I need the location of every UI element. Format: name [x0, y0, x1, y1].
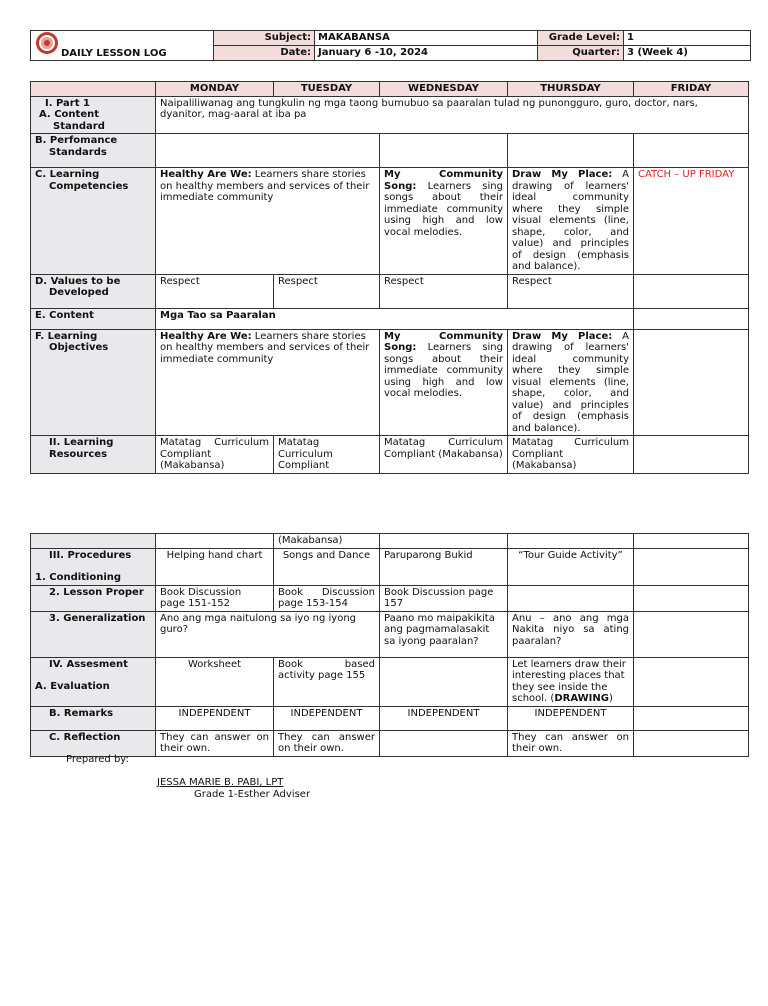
- procedures-label: [31, 548, 156, 585]
- content-standard-text: A. Content Standard: [39, 109, 105, 132]
- date-label: Date:: [214, 46, 315, 61]
- procedures-thu: “Tour Guide Activity”: [508, 548, 634, 585]
- remarks-label: B. Remarks: [31, 706, 156, 730]
- values-wed: Respect: [380, 274, 508, 308]
- cont-thu: [508, 534, 634, 549]
- lesson-thu: [508, 585, 634, 611]
- assessment-title: IV. Assesment: [49, 658, 128, 670]
- lesson-mon: Book Discussion page 151-152: [156, 585, 274, 611]
- cont-mon: [156, 534, 274, 549]
- grade-label: Grade Level:: [538, 31, 624, 46]
- quarter-value: 3 (Week 4): [624, 46, 751, 61]
- remarks-tue: INDEPENDENT: [274, 706, 380, 730]
- resources-label: II. Learning Resources: [31, 436, 156, 474]
- competency-wednesday-title: My Community Song:: [384, 169, 503, 192]
- competency-wednesday-text: Learners sing songs about their immediate community using high and low vocal melodies.: [384, 180, 503, 238]
- resources-wed: Matatag Curriculum Compliant (Makabansa): [380, 436, 508, 474]
- assess-mon: Worksheet: [156, 657, 274, 706]
- assess-tue: Book based activity page 155: [274, 657, 380, 706]
- corner-cell: [31, 82, 156, 97]
- assess-wed: [380, 657, 508, 706]
- objective-monday-title: Healthy Are We:: [160, 330, 252, 342]
- reflection-label: C. Reflection: [31, 730, 156, 756]
- values-thu: Respect: [508, 274, 634, 308]
- procedures-wed: Paruparong Bukid: [380, 548, 508, 585]
- preparer-position: Grade 1-Esther Adviser: [194, 789, 311, 800]
- competency-thursday-title: Draw My Place:: [512, 169, 613, 180]
- day-tuesday: TUESDAY: [274, 82, 380, 97]
- grade-value: 1: [624, 31, 751, 46]
- subject-label: Subject:: [214, 31, 315, 46]
- reflection-thu: They can answer on their own.: [508, 730, 634, 756]
- quarter-label: Quarter:: [538, 46, 624, 61]
- values-fri: [634, 274, 749, 308]
- objective-wednesday: [380, 329, 508, 436]
- competency-monday: [156, 168, 380, 275]
- prepared-by-label: Prepared by:: [66, 754, 129, 765]
- reflection-fri: [634, 730, 749, 756]
- subject-value: MAKABANSA: [315, 31, 538, 46]
- perf-mon-tue: [156, 134, 380, 168]
- competency-monday-title: Healthy Are We:: [160, 169, 252, 180]
- content-value: Mga Tao sa Paaralan: [156, 308, 634, 329]
- procedures-title: III. Procedures: [49, 549, 132, 561]
- values-label: D. Values to be Developed: [31, 274, 156, 308]
- competency-friday: CATCH – UP FRIDAY: [634, 168, 749, 275]
- part1-label: I. Part 1: [45, 97, 90, 109]
- resources-mon: Matatag Curriculum Compliant (Makabansa): [156, 436, 274, 474]
- values-mon: Respect: [156, 274, 274, 308]
- performance-standards-label: B. Perfomance Standards: [31, 134, 156, 168]
- lesson-wed: Book Discussion page 157: [380, 585, 508, 611]
- reflection-mon: They can answer on their own.: [156, 730, 274, 756]
- competency-thursday: [508, 168, 634, 275]
- general-mon: Ano ang mga naitulong sa iyo ng iyong guro?: [156, 611, 380, 657]
- competency-monday-text: Learners share stories on healthy members and services of their immediate community: [160, 169, 370, 203]
- competency-wednesday: [380, 168, 508, 275]
- resources-fri: [634, 436, 749, 474]
- objective-monday-text: Learners share stories on healthy members and services of their immediate community: [160, 330, 370, 365]
- competency-thursday-text: A drawing of learners' ideal community where they simple visual elements (line, shape, color, and value) and principles of design (emphasis and balance).: [512, 169, 629, 272]
- objectives-label: F. Learning Objectives: [31, 329, 156, 436]
- cont-fri: [634, 534, 749, 549]
- content-label: E. Content: [31, 308, 156, 329]
- remarks-fri: [634, 706, 749, 730]
- objective-friday: [634, 329, 749, 436]
- lesson-tue: Book Discussion page 153-154: [274, 585, 380, 611]
- resources-tue: Matatag Curriculum Compliant: [274, 436, 380, 474]
- header-table: [30, 30, 751, 61]
- general-thu: Anu – ano ang mga Nakita niyo sa ating paaralan?: [508, 611, 634, 657]
- content-fri: [634, 308, 749, 329]
- doc-title-cell: [31, 31, 214, 61]
- objective-wednesday-title: My Community Song:: [384, 330, 503, 353]
- doc-title: DAILY LESSON LOG: [61, 47, 167, 59]
- assess-thu-bold: DRAWING: [554, 693, 609, 704]
- remarks-mon: INDEPENDENT: [156, 706, 274, 730]
- general-wed: Paano mo maipakikita ang pagmamalasakit sa iyong paaralan?: [380, 611, 508, 657]
- objective-thursday: [508, 329, 634, 436]
- remarks-wed: INDEPENDENT: [380, 706, 508, 730]
- objective-thursday-title: Draw My Place:: [512, 330, 613, 342]
- assess-thu-end: ): [608, 693, 613, 704]
- objective-monday: [156, 329, 380, 436]
- procedures-tue: Songs and Dance: [274, 548, 380, 585]
- cont-label: [31, 534, 156, 549]
- content-standard-value: Naipaliliwanag ang tungkulin ng mga taong bumubuo sa paaralan tulad ng punongguro, guro, doctor, nars, dyanitor, mag-aaral at iba pa: [156, 96, 749, 134]
- preparer-name: JESSA MARIE B. PABI, LPT: [157, 777, 284, 788]
- lesson-table-part1: [30, 81, 749, 474]
- lesson-proper-label: 2. Lesson Proper: [31, 585, 156, 611]
- evaluation-label: A. Evaluation: [35, 681, 110, 692]
- conditioning-label: 1. Conditioning: [35, 572, 122, 583]
- lesson-table-part2: [30, 533, 749, 757]
- assess-thu: [508, 657, 634, 706]
- perf-thu: [508, 134, 634, 168]
- generalization-label: 3. Generalization: [31, 611, 156, 657]
- day-thursday: THURSDAY: [508, 82, 634, 97]
- date-value: January 6 -10, 2024: [315, 46, 538, 61]
- objective-thursday-text: A drawing of learners' ideal community where they simple visual elements (line, shape, color, and value) and principles of design (emphasis and balance).: [512, 330, 629, 434]
- general-fri: [634, 611, 749, 657]
- day-friday: FRIDAY: [634, 82, 749, 97]
- assess-fri: [634, 657, 749, 706]
- lesson-fri: [634, 585, 749, 611]
- day-monday: MONDAY: [156, 82, 274, 97]
- procedures-fri: [634, 548, 749, 585]
- values-tue: Respect: [274, 274, 380, 308]
- competencies-label: C. Learning Competencies: [31, 168, 156, 275]
- assess-thu-text: Let learners draw their interesting places that they see inside the school. (: [512, 658, 626, 704]
- objective-wednesday-text: Learners sing songs about their immediate community using high and low vocal melodies.: [384, 342, 503, 399]
- cont-wed: [380, 534, 508, 549]
- procedures-mon: Helping hand chart: [156, 548, 274, 585]
- resources-thu: Matatag Curriculum Compliant (Makabansa): [508, 436, 634, 474]
- assessment-label: [31, 657, 156, 706]
- content-standard-label: [31, 96, 156, 134]
- remarks-thu: INDEPENDENT: [508, 706, 634, 730]
- perf-wed: [380, 134, 508, 168]
- reflection-wed: [380, 730, 508, 756]
- day-wednesday: WEDNESDAY: [380, 82, 508, 97]
- perf-fri: [634, 134, 749, 168]
- reflection-tue: They can answer on their own.: [274, 730, 380, 756]
- cont-tue: (Makabansa): [274, 534, 380, 549]
